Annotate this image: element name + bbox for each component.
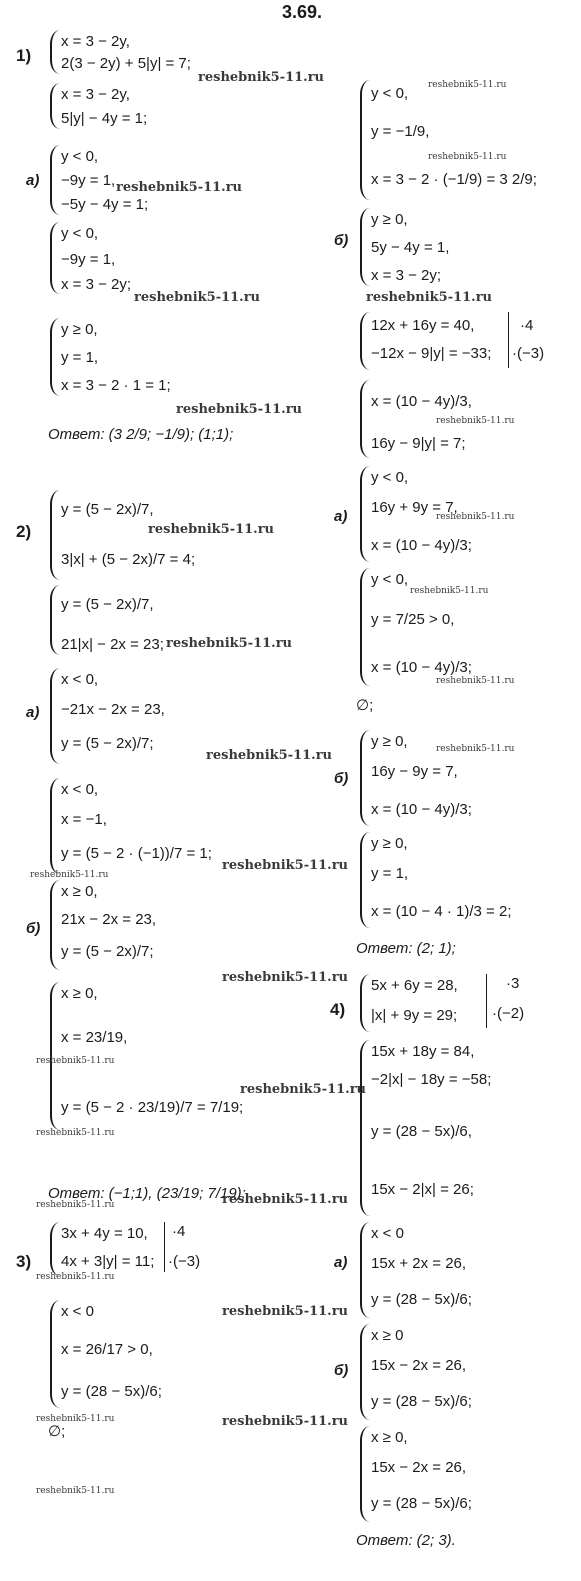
equation-line: y = (5 − 2x)/7; [61, 735, 154, 752]
watermark: reshebnik5-11.ru [36, 1414, 115, 1424]
equation-line: y = (28 − 5x)/6; [61, 1383, 162, 1400]
watermark: reshebnik5-11.ru [148, 522, 275, 537]
equation-line: 5x + 6y = 28, [371, 977, 458, 994]
watermark: reshebnik5-11.ru [366, 290, 493, 305]
equation-line: y = (5 − 2 · 23/19)/7 = 7/19; [61, 1099, 244, 1116]
p1-system-2 [50, 83, 212, 129]
watermark: reshebnik5-11.ru [222, 1414, 349, 1429]
problem-1-number: 1) [16, 46, 32, 65]
watermark: reshebnik5-11.ru [30, 870, 109, 880]
equation-line: y ≥ 0, [371, 211, 408, 228]
equation-line: y = (5 − 2x)/7; [61, 943, 154, 960]
watermark: reshebnik5-11.ru [240, 1082, 367, 1097]
equation-line: x = (10 − 4 · 1)/3 = 2; [371, 903, 512, 920]
equation-line: y < 0, [371, 571, 409, 588]
equation-line: y < 0, [61, 225, 99, 242]
equation-line: x = 3 − 2y; [371, 267, 442, 284]
equation-line: x = 3 − 2 · 1 = 1; [61, 377, 171, 394]
watermark: reshebnik5-11.ru [36, 1486, 115, 1496]
equation-line: 2(3 − 2y) + 5|y| = 7; [61, 55, 191, 72]
equation-line: y = 7/25 > 0, [371, 611, 455, 628]
equation-line: x < 0 [371, 1225, 404, 1242]
equation-line: y = (28 − 5x)/6; [371, 1291, 472, 1308]
equation-line: x = 26/17 > 0, [61, 1341, 153, 1358]
equation-line: x ≥ 0, [61, 883, 98, 900]
watermark: reshebnik5-11.ru [166, 636, 293, 651]
case-a-label: а) [26, 172, 40, 189]
equation-line: 12x + 16y = 40, [371, 317, 475, 334]
equation-line: y = 1, [61, 349, 99, 366]
equation-line: 5|y| − 4y = 1; [61, 110, 148, 127]
equation-line: y = (28 − 5x)/6; [371, 1393, 472, 1410]
equation-line: x = 3 − 2 · (−1/9) = 3 2/9; [371, 171, 537, 188]
equation-line: 21x − 2x = 23, [61, 911, 157, 928]
p1-case-a-solution [360, 80, 542, 200]
equation-line: y = (5 − 2x)/7, [61, 596, 154, 613]
equation-line: y = 1, [371, 865, 409, 882]
watermark: reshebnik5-11.ru [36, 1128, 115, 1138]
equation-line: x = (10 − 4y)/3; [371, 537, 472, 554]
equation-line: x = 23/19, [61, 1029, 128, 1046]
equation-line: −21x − 2x = 23, [61, 701, 165, 718]
equation-line: x ≥ 0, [371, 1429, 408, 1446]
equation-line: x = 3 − 2y, [61, 86, 130, 103]
watermark: reshebnik5-11.ru [36, 1200, 115, 1210]
watermark: reshebnik5-11.ru [222, 1192, 349, 1207]
equation-line: x = (10 − 4y)/3; [371, 801, 472, 818]
equation-line: x = (10 − 4y)/3, [371, 393, 472, 410]
equation-line: x < 0, [61, 781, 99, 798]
watermark: reshebnik5-11.ru [222, 858, 349, 873]
multiplier: ·4 [172, 1223, 186, 1240]
watermark: reshebnik5-11.ru [436, 416, 515, 426]
watermark: reshebnik5-11.ru [410, 586, 489, 596]
equation-line: −2|x| − 18y = −58; [371, 1071, 492, 1088]
p2-answer: Ответ: (−1;1), (23/19; 7/19); [48, 1185, 246, 1202]
equation-line: −12x − 9|y| = −33; [371, 345, 492, 362]
problem-3-number: 3) [16, 1252, 32, 1271]
problem-2-number: 2) [16, 522, 32, 541]
equation-line: 3x + 4y = 10, [61, 1225, 148, 1242]
multiplier: ·(−3) [512, 345, 545, 362]
page-title: 3.69. [282, 2, 323, 22]
p1-system-1 [50, 30, 212, 74]
watermark: reshebnik5-11.ru [222, 1304, 349, 1319]
equation-line: 16y + 9y = 7, [371, 499, 458, 516]
problem-4-number: 4) [330, 1000, 346, 1019]
equation-line: 21|x| − 2x = 23; [61, 636, 164, 653]
empty-set: ∅; [356, 697, 374, 714]
equation-line: 5y − 4y = 1, [371, 239, 450, 256]
p4-system-1 [360, 974, 492, 1032]
p3-answer: Ответ: (2; 1); [356, 940, 456, 957]
equation-line: y = (28 − 5x)/6, [371, 1123, 472, 1140]
equation-line: y ≥ 0, [371, 835, 408, 852]
p4-case-b-system-1 [360, 1324, 522, 1420]
equation-line: y = (28 − 5x)/6; [371, 1495, 472, 1512]
equation-line: −9y = 1, [61, 172, 116, 189]
watermark: reshebnik5-11.ru [116, 180, 243, 195]
watermark: reshebnik5-11.ru [428, 80, 507, 90]
equation-line: 16y − 9|y| = 7; [371, 435, 466, 452]
watermark: reshebnik5-11.ru [36, 1056, 115, 1066]
equation-line: y < 0, [61, 148, 99, 165]
p1-answer: Ответ: (3 2/9; −1/9); (1;1); [48, 426, 234, 443]
equation-line: y = (5 − 2 · (−1))/7 = 1; [61, 845, 212, 862]
case-b-label: б) [26, 920, 41, 937]
multiplier: ·4 [520, 317, 534, 334]
p4-case-b-system-2 [360, 1426, 522, 1522]
equation-line: x < 0, [61, 671, 99, 688]
equation-line: x = 3 − 2y; [61, 276, 132, 293]
watermark: reshebnik5-11.ru [206, 748, 333, 763]
multiplier-bar [164, 1222, 165, 1272]
equation-line: 15x − 2|x| = 26; [371, 1181, 474, 1198]
equation-line: |x| + 9y = 29; [371, 1007, 458, 1024]
p3-system-2 [360, 312, 502, 370]
equation-line: 15x + 18y = 84, [371, 1043, 475, 1060]
multiplier: ·(−2) [492, 1005, 525, 1022]
equation-line: 16y − 9y = 7, [371, 763, 458, 780]
case-a-label: а) [26, 704, 40, 721]
p1-case-b-system [50, 318, 222, 396]
p3-case-b-system-2 [360, 832, 532, 928]
multiplier: ·3 [506, 975, 520, 992]
equation-line: y = −1/9, [371, 123, 430, 140]
watermark: reshebnik5-11.ru [436, 512, 515, 522]
case-a-label: а) [334, 1254, 348, 1271]
case-b-label: б) [334, 1362, 349, 1379]
equation-line: −5y − 4y = 1; [61, 196, 149, 213]
multiplier-bar [486, 974, 487, 1028]
equation-line: x = −1, [61, 811, 107, 828]
case-b-label: б) [334, 232, 349, 249]
equation-line: 4x + 3|y| = 11; [61, 1253, 155, 1270]
equation-line: y < 0, [371, 469, 409, 486]
equation-line: x = 3 − 2y, [61, 33, 130, 50]
p1-case-a-system-2 [50, 222, 212, 294]
p4-answer: Ответ: (2; 3). [356, 1532, 456, 1549]
p4-system-2 [360, 1040, 532, 1216]
equation-line: 15x − 2x = 26, [371, 1357, 467, 1374]
p4-case-a-system-2 [50, 1300, 222, 1408]
watermark: reshebnik5-11.ru [436, 744, 515, 754]
watermark: reshebnik5-11.ru [176, 402, 303, 417]
equation-line: x ≥ 0, [61, 985, 98, 1002]
p1-case-b-right-system [360, 208, 512, 286]
equation-line: y ≥ 0, [61, 321, 98, 338]
equation-line: y ≥ 0, [371, 733, 408, 750]
watermark: reshebnik5-11.ru [222, 970, 349, 985]
case-b-label: б) [334, 770, 349, 787]
p2-case-b-system-1 [50, 880, 222, 970]
p2-case-a-system-1 [50, 668, 222, 764]
p4-case-a-system-1 [360, 1222, 522, 1318]
equation-line: x = (10 − 4y)/3; [371, 659, 472, 676]
equation-line: 15x − 2x = 26, [371, 1459, 467, 1476]
watermark: reshebnik5-11.ru [436, 676, 515, 686]
watermark: reshebnik5-11.ru [36, 1272, 115, 1282]
multiplier-bar [508, 312, 509, 368]
p2-case-a-system-2 [50, 778, 232, 874]
equation-line: y < 0, [371, 85, 409, 102]
watermark: reshebnik5-11.ru [198, 70, 325, 85]
equation-line: 15x + 2x = 26, [371, 1255, 467, 1272]
equation-line: −9y = 1, [61, 251, 116, 268]
case-a-label: а) [334, 508, 348, 525]
multiplier: ·(−3) [168, 1253, 201, 1270]
equation-line: x ≥ 0 [371, 1327, 404, 1344]
equation-line: 3|x| + (5 − 2x)/7 = 4; [61, 551, 196, 568]
watermark: reshebnik5-11.ru [428, 152, 507, 162]
equation-line: x < 0 [61, 1303, 94, 1320]
equation-line: y = (5 − 2x)/7, [61, 501, 154, 518]
empty-set: ∅; [48, 1423, 66, 1440]
watermark: reshebnik5-11.ru [134, 290, 261, 305]
